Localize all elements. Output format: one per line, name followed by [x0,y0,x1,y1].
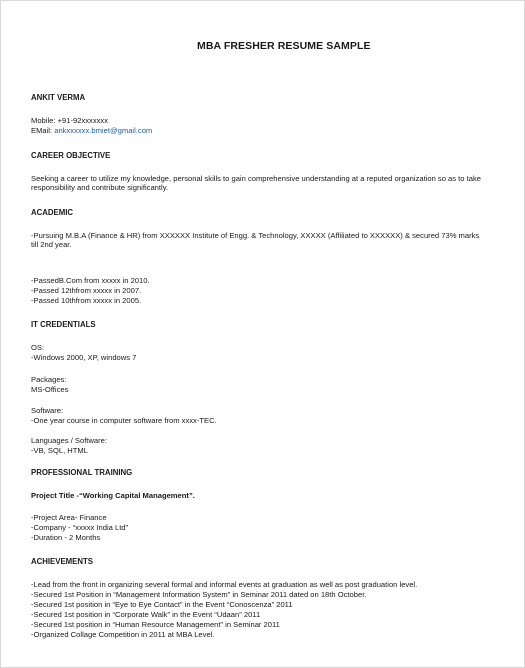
academic-item: -Passed 12thfrom xxxxx in 2007. [31,286,142,295]
packages-label: Packages: [31,375,67,384]
it-credentials-heading: IT CREDENTIALS [31,320,96,329]
languages-value: -VB, SQL, HTML [31,446,88,455]
mobile-line: Mobile: +91-92xxxxxxx [31,116,109,125]
academic-item: -Passed 10thfrom xxxxx in 2005. [31,296,142,305]
training-item: -Project Area- Finance [31,513,107,522]
packages-value: MS-Offices [31,385,69,394]
email-label: EMail: [31,126,53,135]
achievement-item: -Organized Collage Competition in 2011 at MBA Level. [31,630,215,639]
software-label: Software: [31,406,64,415]
os-label: OS: [31,343,45,352]
achievement-item: -Secured 1st position in “Human Resource Management” in Seminar 2011 [31,620,280,629]
page-title: MBA FRESHER RESUME SAMPLE [197,40,371,52]
academic-mba: -Pursuing M.B.A (Finance & HR) from XXXXXX Institute of Engg. & Technology, XXXXX (Affiliated to XXXXXX) & secured 73% marks till 2nd year. [31,231,480,250]
candidate-name: ANKIT VERMA [31,93,86,102]
project-title: Project Title -“Working Capital Management”. [31,491,195,500]
academic-heading: ACADEMIC [31,208,74,217]
languages-label: Languages / Software: [31,436,107,445]
email-line [31,126,152,135]
career-objective-text: Seeking a career to utilize my knowledge, personal skills to gain comprehensive understanding at a reputed organization so as to take responsibility and contribute significantly. [31,174,481,193]
email-link[interactable]: ankxxxxxx.bmiet@gmail.com [54,126,153,135]
training-item: -Company - “xxxxx India Ltd” [31,523,129,532]
achievements-heading: ACHIEVEMENTS [31,557,93,566]
achievement-item: -Secured 1st Position in “Management Information System” in Seminar 2011 dated on 18th October. [31,590,367,599]
achievement-item: -Secured 1st position in “Eye to Eye Contact” in the Event “Conoscenza” 2011 [31,600,293,609]
achievement-item: -Lead from the front in organizing several formal and informal events at graduation as well as post graduation level. [31,580,418,589]
career-objective-heading: CAREER OBJECTIVE [31,151,111,160]
academic-item: -PassedB.Com from xxxxx in 2010. [31,276,150,285]
professional-training-heading: PROFESSIONAL TRAINING [31,468,133,477]
os-value: -Windows 2000, XP, windows 7 [31,353,137,362]
software-value: -One year course in computer software from xxxx-TEC. [31,416,217,425]
achievement-item: -Secured 1st position in “Corporate Walk” in the Event “Udaan” 2011 [31,610,261,619]
training-item: -Duration - 2 Months [31,533,101,542]
